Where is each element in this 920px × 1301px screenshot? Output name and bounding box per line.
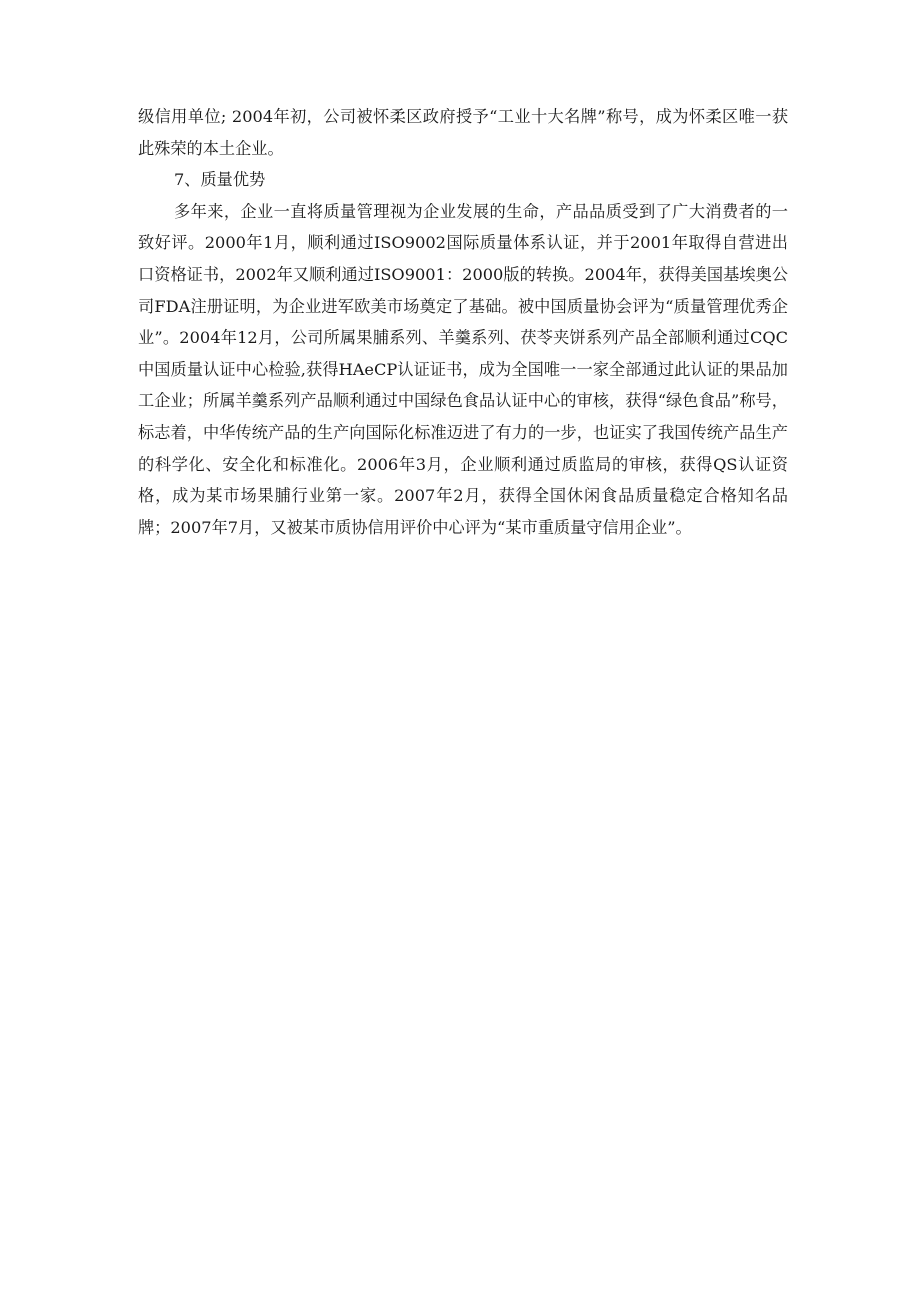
paragraph-quality-advantage: 多年来，企业一直将质量管理视为企业发展的生命，产品品质受到了广大消费者的一致好评。2000年1月，顺利通过ISO9002国际质量体系认证，并于2001年取得自营进出口资格证书，2002年又顺利通过ISO9001：2000版的转换。2004年，获得美国基埃奥公司FDA注册证明，为企业进军欧美市场奠定了基础。被中国质量协会评为“质量管理优秀企业”。2004年12月，公司所属果脯系列、羊羹系列、茯苓夹饼系列产品全部顺利通过CQC中国质量认证中心检验,获得HAeCP认证证书，成为全国唯一一家全部通过此认证的果品加工企业；所属羊羹系列产品顺利通过中国绿色食品认证中心的审核，获得“绿色食品”称号，标志着，中华传统产品的生产向国际化标准迈进了有力的一步，也证实了我国传统产品生产的科学化、安全化和标准化。2006年3月，企业顺利通过质监局的审核，获得QS认证资格，成为某市场果脯行业第一家。2007年2月，获得全国休闲食品质量稳定合格知名品牌；2007年7月，又被某市质协信用评价中心评为“某市重质量守信用企业”。 [138,201,788,537]
paragraph-continuation: 级信用单位; 2004年初，公司被怀柔区政府授予“工业十大名牌”称号，成为怀柔区唯一获此殊荣的本土企业。 [138,107,788,158]
document-body [138,101,788,543]
section-heading: 7、质量优势 [174,170,266,190]
